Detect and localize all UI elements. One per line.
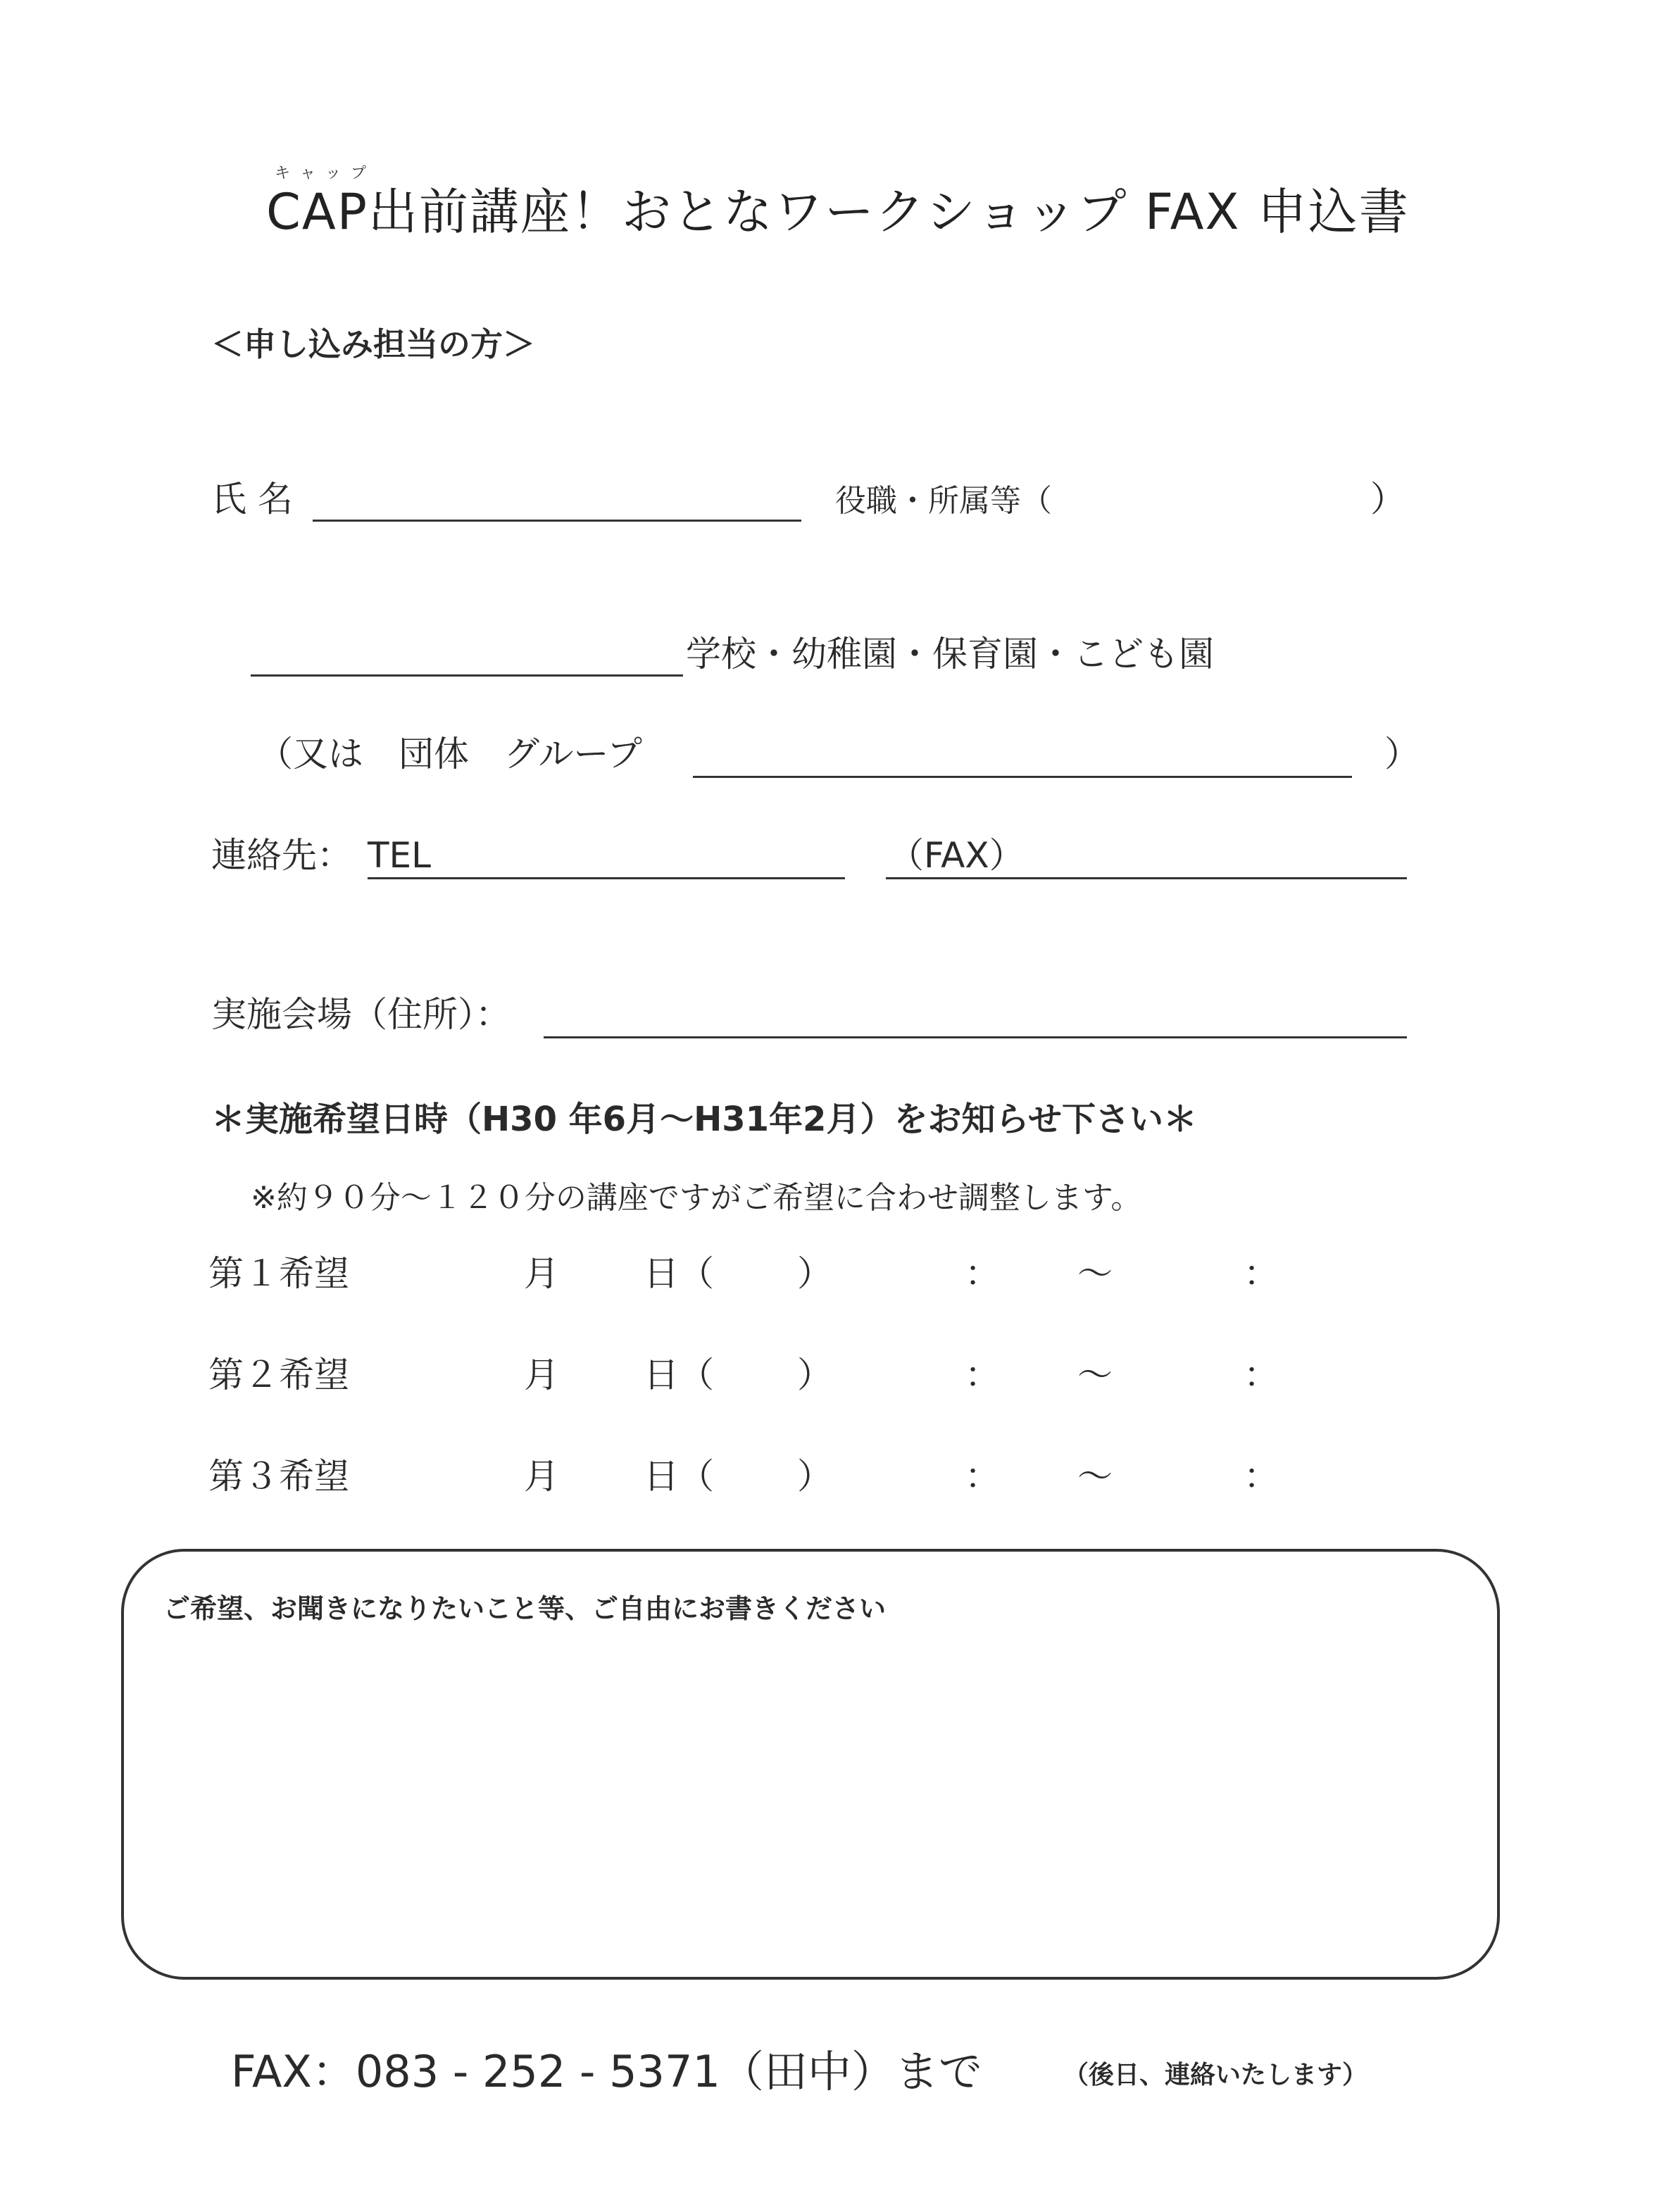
title-ruby: キャップ xyxy=(275,165,377,182)
schedule-note: ※約９０分～１２０分の講座ですがご希望に合わせ調整します。 xyxy=(251,1180,1142,1216)
preference-label-2: 第２希望 xyxy=(208,1355,349,1395)
school-name-field-line[interactable] xyxy=(251,674,683,677)
group-name-field-line[interactable] xyxy=(693,776,1352,778)
start-colon-2: ： xyxy=(965,1355,1000,1395)
end-colon-2: ： xyxy=(1244,1355,1279,1395)
weekday-close-3: ） xyxy=(797,1456,832,1497)
position-label: 役職・所属等（ xyxy=(835,483,1052,519)
footer-fax-number: FAX：083 - 252 - 5371（田中）まで xyxy=(231,2046,982,2097)
preference-label-3: 第３希望 xyxy=(208,1456,349,1497)
form-title: CAP出前講座！おとなワークショップ FAX 申込書 xyxy=(266,183,1410,241)
comments-label: ご希望、お聞きになりたいこと等、ご自由にお書きください xyxy=(163,1593,887,1624)
position-close-paren: ） xyxy=(1370,479,1406,520)
start-colon-1: ： xyxy=(965,1253,1000,1294)
section-header: ＜申し込み担当の方＞ xyxy=(211,325,535,363)
footer-note: （後日、連絡いたします） xyxy=(1063,2061,1368,2090)
name-label: 氏 名 xyxy=(211,479,293,520)
group-close-paren: ） xyxy=(1384,734,1420,774)
month-label-1: 月 xyxy=(524,1253,559,1294)
contact-label: 連絡先： xyxy=(211,835,352,876)
month-label-2: 月 xyxy=(524,1355,559,1395)
venue-field-line[interactable] xyxy=(544,1036,1407,1038)
tilde-2: ～ xyxy=(1077,1355,1113,1395)
name-field-line[interactable] xyxy=(313,520,801,522)
tilde-3: ～ xyxy=(1077,1456,1113,1497)
end-colon-1: ： xyxy=(1244,1253,1279,1294)
venue-label: 実施会場（住所）： xyxy=(211,994,511,1035)
weekday-close-1: ） xyxy=(797,1253,832,1294)
day-label-3: 日（ xyxy=(644,1456,714,1497)
start-colon-3: ： xyxy=(965,1456,1000,1497)
day-label-2: 日（ xyxy=(644,1355,714,1395)
tel-label: TEL xyxy=(368,835,431,876)
month-label-3: 月 xyxy=(524,1456,559,1497)
tilde-1: ～ xyxy=(1077,1253,1113,1294)
tel-field-line[interactable] xyxy=(368,877,845,879)
end-colon-3: ： xyxy=(1244,1456,1279,1497)
fax-label: （FAX） xyxy=(889,835,1025,876)
school-types-label: 学校・幼稚園・保育園・こども園 xyxy=(686,634,1214,674)
group-label: （又は 団体 グループ xyxy=(258,734,642,774)
schedule-heading: ＊実施希望日時（H30 年6月～H31年2月）をお知らせ下さい＊ xyxy=(211,1100,1198,1139)
fax-field-line[interactable] xyxy=(886,877,1407,879)
preference-label-1: 第１希望 xyxy=(208,1253,349,1294)
day-label-1: 日（ xyxy=(644,1253,714,1294)
weekday-close-2: ） xyxy=(797,1355,832,1395)
